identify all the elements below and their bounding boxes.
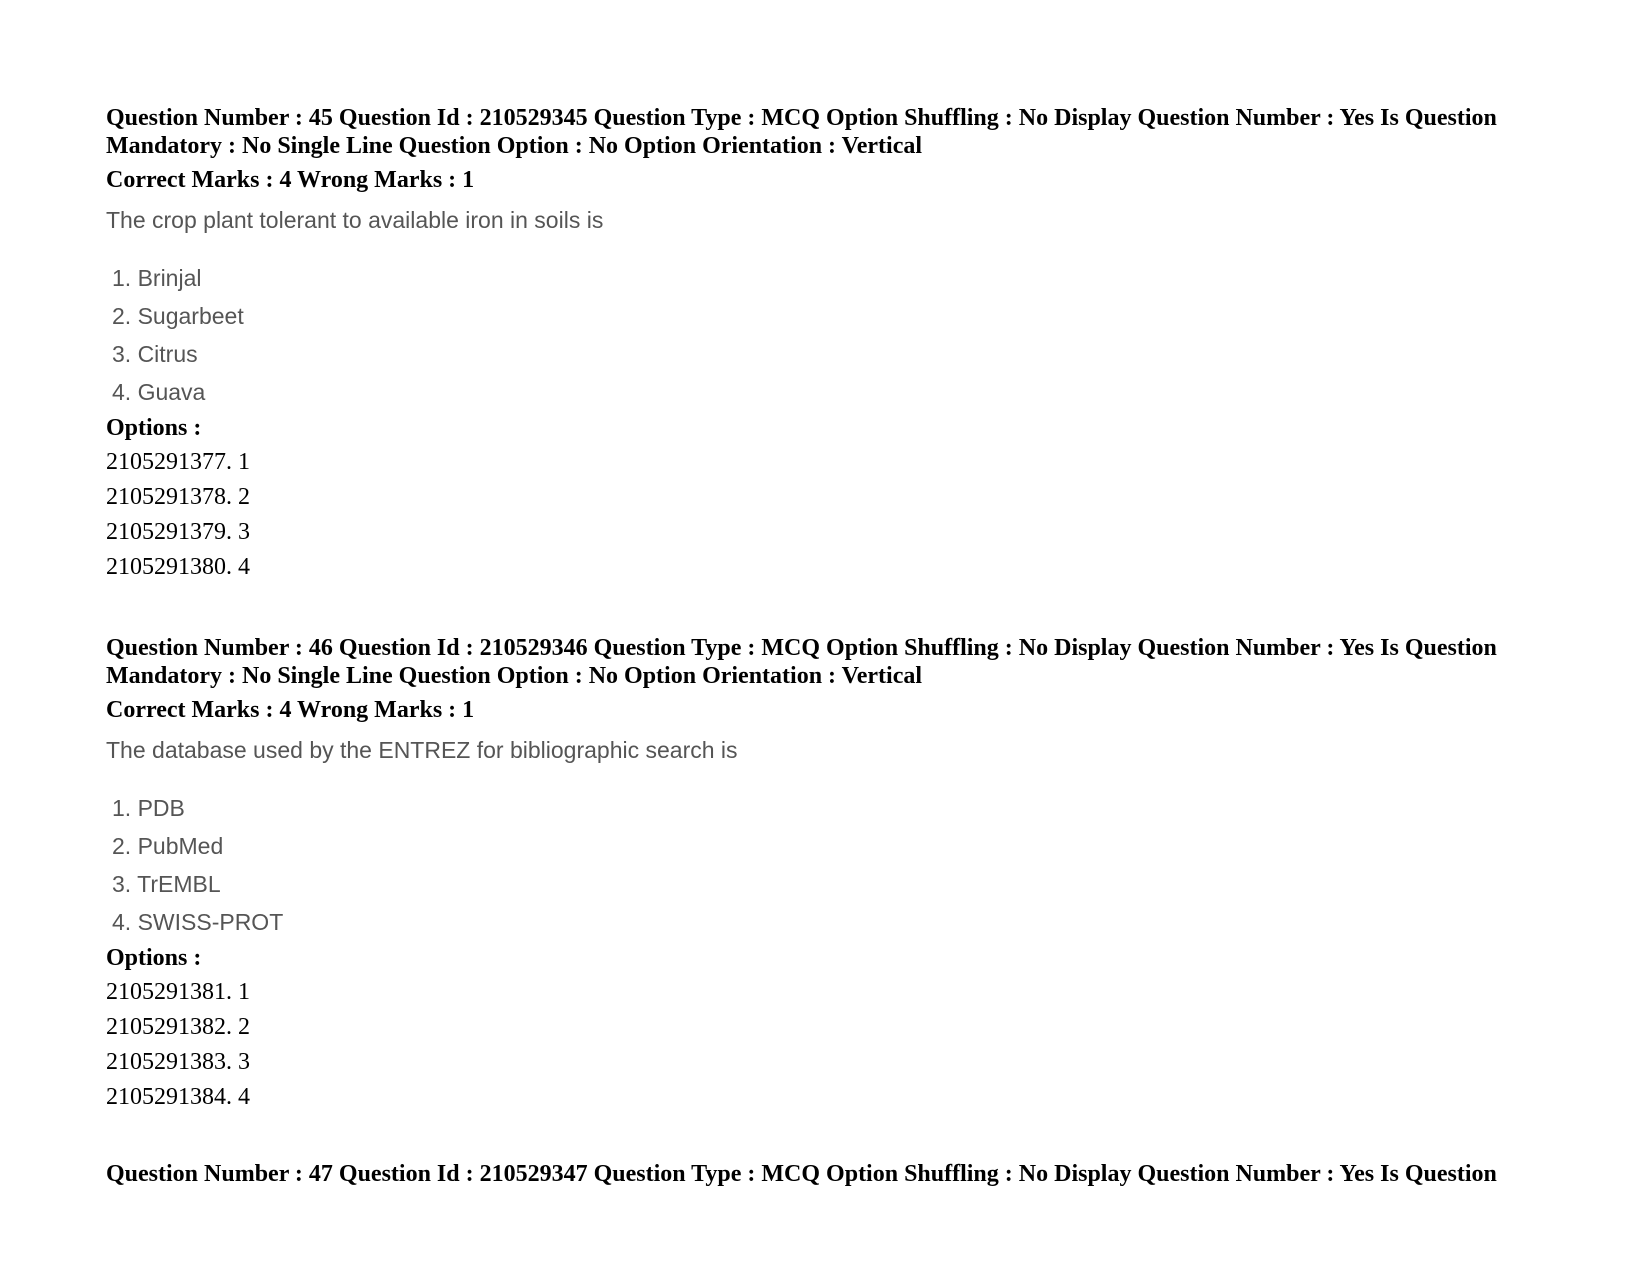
listed-option: 4. SWISS-PROT — [112, 909, 284, 935]
choice-item: 2105291383. 3 — [106, 1049, 250, 1075]
choice-item: 2105291381. 1 — [106, 979, 250, 1005]
question-block-45 — [106, 104, 1606, 588]
listed-option: 2. Sugarbeet — [112, 303, 244, 329]
question-meta-line-2: Mandatory : No Single Line Question Option : No Option Orientation : Vertical — [106, 133, 923, 159]
question-separator — [106, 1118, 1606, 1160]
question-image — [106, 736, 1606, 946]
choice-item: 2105291384. 4 — [106, 1084, 250, 1110]
question-text: The database used by the ENTREZ for bibliographic search is — [106, 737, 738, 763]
question-marks: Correct Marks : 4 Wrong Marks : 1 — [106, 697, 475, 723]
choice-item: 2105291378. 2 — [106, 484, 250, 510]
question-meta-line-1: Question Number : 47 Question Id : 210529347 Question Type : MCQ Option Shuffling : No Display Question Number : Yes Is Question — [106, 1161, 1497, 1187]
question-meta-line-1: Question Number : 45 Question Id : 210529345 Question Type : MCQ Option Shuffling : No Display Question Number : Yes Is Question — [106, 105, 1497, 131]
document-page — [106, 104, 1606, 1188]
listed-option: 3. Citrus — [112, 341, 198, 367]
choice-item: 2105291377. 1 — [106, 449, 250, 475]
question-text: The crop plant tolerant to available iron in soils is — [106, 207, 604, 233]
question-separator — [106, 588, 1606, 634]
choice-list — [106, 448, 1606, 588]
options-heading: Options : — [106, 415, 202, 441]
choice-item: 2105291382. 2 — [106, 1014, 250, 1040]
choice-item: 2105291379. 3 — [106, 519, 250, 545]
options-heading: Options : — [106, 945, 202, 971]
question-block-46 — [106, 634, 1606, 1118]
question-listed-options — [106, 794, 1606, 946]
listed-option: 3. TrEMBL — [112, 871, 221, 897]
listed-option: 2. PubMed — [112, 833, 224, 859]
choice-item: 2105291380. 4 — [106, 554, 250, 580]
listed-option: 1. Brinjal — [112, 265, 202, 291]
question-marks: Correct Marks : 4 Wrong Marks : 1 — [106, 167, 475, 193]
question-listed-options — [106, 264, 1606, 416]
listed-option: 4. Guava — [112, 379, 206, 405]
choice-list — [106, 978, 1606, 1118]
question-meta-line-1: Question Number : 46 Question Id : 210529346 Question Type : MCQ Option Shuffling : No Display Question Number : Yes Is Question — [106, 635, 1497, 661]
listed-option: 1. PDB — [112, 795, 185, 821]
question-image — [106, 206, 1606, 416]
question-meta-line-2: Mandatory : No Single Line Question Option : No Option Orientation : Vertical — [106, 663, 923, 689]
question-block-47 — [106, 1160, 1606, 1188]
